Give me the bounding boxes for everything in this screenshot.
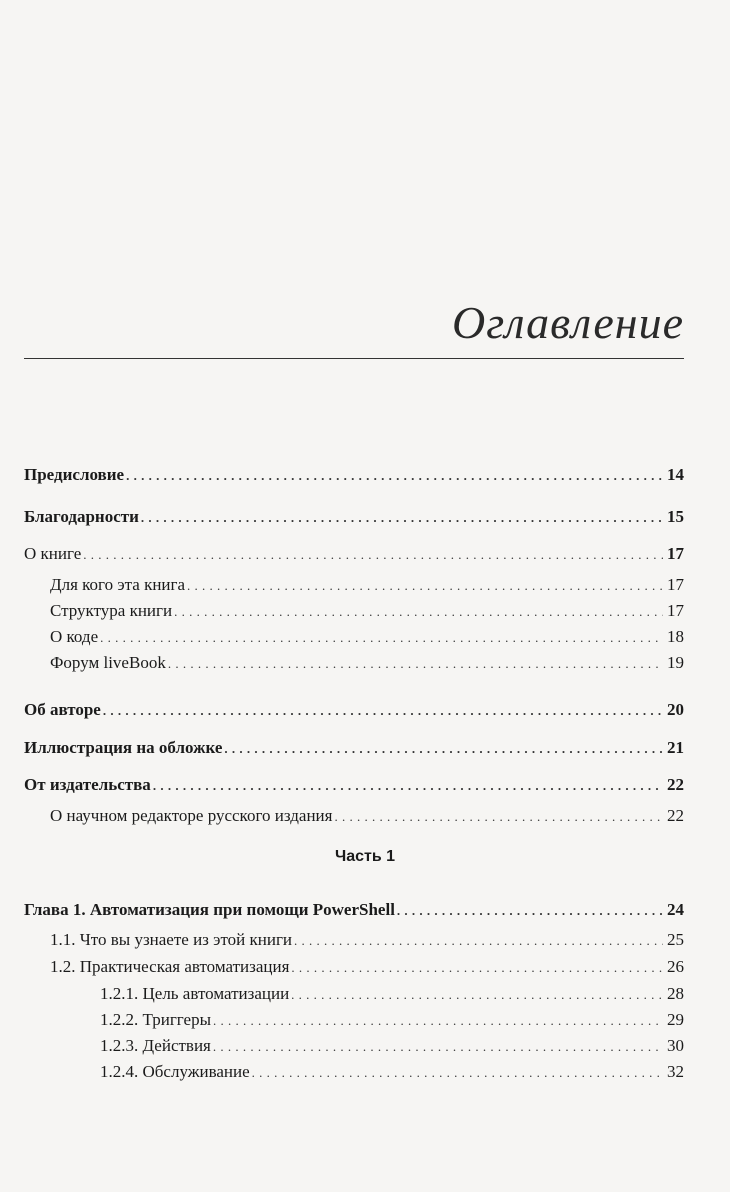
toc-entry bbox=[24, 505, 684, 529]
toc-entry-title: Для кого эта книга bbox=[50, 575, 186, 594]
toc-entry-page: 19 bbox=[667, 653, 684, 672]
toc-entry-title: 1.1. Что вы узнаете из этой книги bbox=[50, 930, 293, 949]
toc-leader-dots bbox=[294, 929, 663, 953]
toc-entry bbox=[50, 651, 684, 675]
toc-leader-dots bbox=[291, 956, 663, 980]
toc-entry bbox=[100, 1060, 684, 1084]
page-title: Оглавление bbox=[451, 297, 684, 348]
toc-entry-title: 1.2.3. Действия bbox=[100, 1036, 211, 1055]
toc-leader-dots bbox=[168, 652, 663, 676]
toc-entry-title: 1.2.2. Триггеры bbox=[100, 1010, 212, 1029]
toc-entry-title: Форум liveBook bbox=[50, 653, 166, 672]
toc-leader-dots bbox=[397, 899, 663, 923]
toc-entry bbox=[50, 955, 684, 979]
toc-entry-page: 22 bbox=[667, 775, 684, 794]
toc-entry-page: 17 bbox=[667, 575, 684, 594]
toc-entry bbox=[24, 736, 684, 760]
toc-entry bbox=[50, 928, 684, 952]
toc-entry bbox=[50, 599, 684, 623]
toc-entry bbox=[24, 773, 684, 797]
toc-leader-dots bbox=[334, 805, 663, 829]
toc-entry-title: От издательства bbox=[24, 775, 151, 794]
toc-leader-dots bbox=[153, 774, 663, 798]
toc-entry-title: О книге bbox=[24, 544, 82, 563]
toc-leader-dots bbox=[126, 464, 663, 488]
toc-entry bbox=[24, 898, 684, 922]
toc-entry-page: 32 bbox=[667, 1062, 684, 1081]
toc-entry bbox=[100, 982, 684, 1006]
toc-entry-page: 17 bbox=[667, 601, 684, 620]
toc-entry-title: О коде bbox=[50, 627, 99, 646]
toc-leader-dots bbox=[100, 626, 663, 650]
toc-entry-title: 1.2.4. Обслуживание bbox=[100, 1062, 250, 1081]
toc-entry-page: 24 bbox=[667, 900, 684, 919]
toc-leader-dots bbox=[103, 699, 663, 723]
toc-entry-page: 17 bbox=[667, 544, 684, 563]
toc-entry bbox=[24, 463, 684, 487]
toc-leader-dots bbox=[213, 1009, 663, 1033]
toc-entry bbox=[24, 542, 684, 566]
toc-entry-title: 1.2.1. Цель автоматизации bbox=[100, 984, 290, 1003]
toc-entry-title: Структура книги bbox=[50, 601, 173, 620]
toc-entry bbox=[50, 804, 684, 828]
toc-leader-dots bbox=[174, 600, 663, 624]
toc-entry-title: Иллюстрация на обложке bbox=[24, 738, 223, 757]
toc-entry bbox=[100, 1034, 684, 1058]
toc-entry bbox=[100, 1008, 684, 1032]
toc-entry-page: 30 bbox=[667, 1036, 684, 1055]
toc-entry bbox=[50, 625, 684, 649]
toc-entry-page: 14 bbox=[667, 465, 684, 484]
toc-leader-dots bbox=[213, 1035, 663, 1059]
toc-leader-dots bbox=[141, 506, 663, 530]
title-rule bbox=[24, 358, 684, 359]
toc-entry-page: 29 bbox=[667, 1010, 684, 1029]
toc-leader-dots bbox=[83, 543, 663, 567]
toc-entry-page: 21 bbox=[667, 738, 684, 757]
toc-entry-page: 28 bbox=[667, 984, 684, 1003]
toc-entry bbox=[24, 698, 684, 722]
toc-entry-page: 15 bbox=[667, 507, 684, 526]
toc-entry-title: Предисловие bbox=[24, 465, 125, 484]
toc-entry bbox=[50, 573, 684, 597]
toc-entry-page: 26 bbox=[667, 957, 684, 976]
toc-entry-page: 18 bbox=[667, 627, 684, 646]
toc-leader-dots bbox=[187, 574, 663, 598]
part-heading: Часть 1 bbox=[334, 848, 396, 865]
toc-entry-page: 22 bbox=[667, 806, 684, 825]
toc-leader-dots bbox=[252, 1061, 663, 1085]
toc-leader-dots bbox=[224, 737, 663, 761]
toc-entry-title: Благодарности bbox=[24, 507, 139, 526]
toc-leader-dots bbox=[291, 983, 663, 1007]
toc-entry-title: О научном редакторе русского издания bbox=[50, 806, 333, 825]
toc-entry-title: Глава 1. Автоматизация при помощи PowerShell bbox=[24, 900, 395, 919]
toc-entry-page: 25 bbox=[667, 930, 684, 949]
toc-entry-title: Об авторе bbox=[24, 700, 101, 719]
toc-entry-title: 1.2. Практическая автоматизация bbox=[50, 957, 290, 976]
toc-entry-page: 20 bbox=[667, 700, 684, 719]
